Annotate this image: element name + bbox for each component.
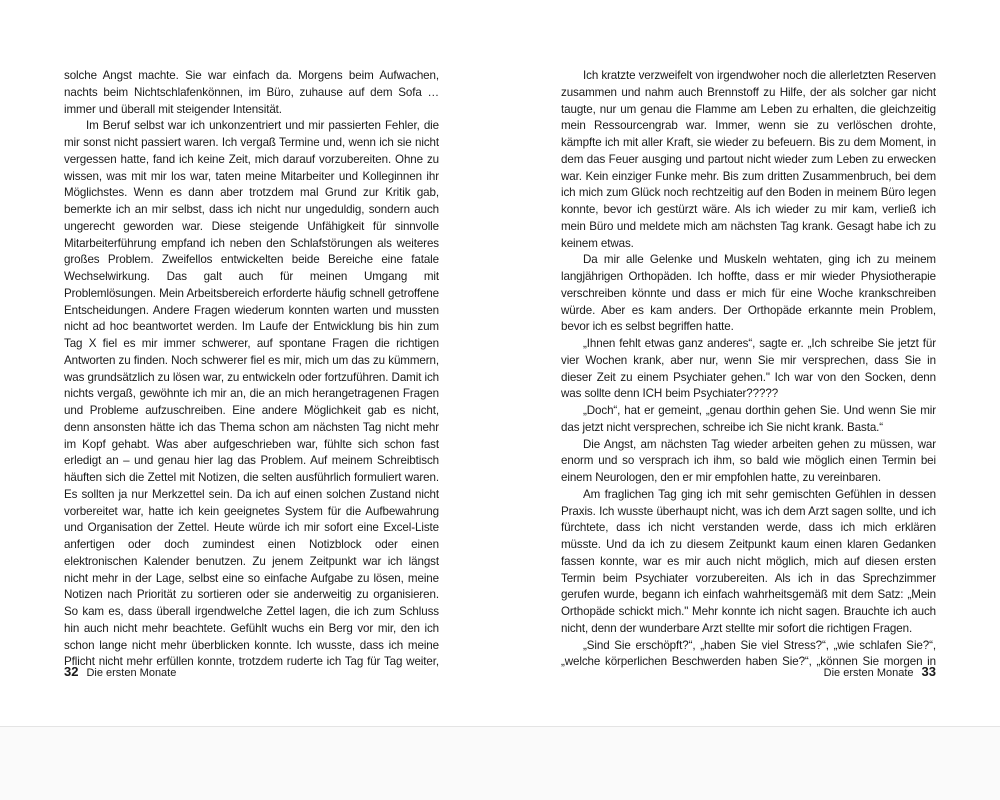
left-page-footer (64, 664, 176, 681)
paragraph: „Doch“, hat er gemeint, „genau dorthin gehen Sie. Und wenn Sie mir das jetzt nicht versprechen, schreibe ich Sie nicht krank. Basta.“ (561, 404, 936, 434)
right-page-text (561, 68, 936, 668)
paragraph: „Ihnen fehlt etwas ganz anderes“, sagte er. „Ich schreibe Sie jetzt für vier Wochen krank, aber nur, wenn Sie mir versprechen, dass Sie in dieser Zeit zu einem Psychiater gehen." Ich war von den Socken, denn was sollte denn ICH beim Psychiater????? (561, 337, 936, 401)
paragraph: Ich kratzte verzweifelt von irgendwoher noch die allerletzten Reserven zusammen und nahm auch Brennstoff zu Hilfe, der als solcher gar nicht taugte, nur um genau die Flamme am Leben zu erhalten, die gleichzeitig mein Ressourcengrab war. Immer, wenn sie zu verlöschen drohte, kämpfte ich mit aller Kraft, sie wieder zu befeuern. Bis zu dem Moment, in dem das Feuer ausging und partout nicht wieder zum Leben zu erwecken war. Kein einziger Funke mehr. Bis zum dritten Zusammenbruch, bei dem ich mich zum Glück noch rechtzeitig auf den Boden in meinem Büro legen konnte, bevor ich gestürzt wäre. Als ich wieder zu mir kam, verließ ich mein Büro und meldete mich am nächsten Tag krank. Gesagt habe ich zu keinem etwas. (561, 69, 936, 250)
paragraph: Im Beruf selbst war ich unkonzentriert und mir passierten Fehler, die mir sonst nicht passiert waren. Ich vergaß Termine und, wenn ich sie nicht vergessen hatte, fand ich keine Zeit, mich darauf vorzubereiten. Ohne zu wissen, was mit mir los war, taten meine Mitarbeiter und Kolleginnen ihr Möglichstes. Wenn es dann aber trotzdem mal Grund zur Kritik gab, bemerkte ich an mir selbst, dass ich nicht nur ungeduldig, sondern auch ungerecht geworden war. Diese steigende Unfähigkeit für sinnvolle Mitarbeiterführung empfand ich neben den Schlafstörungen als weiteres großes Problem. Zweifellos entwickelten beide Bereiche eine fatale Wechselwirkung. Das galt auch für meinen Umgang mit Problemlösungen. Mein Arbeitsbereich erforderte häufig schnell getroffene Entscheidungen. Andere Fragen wiederum konnten warten und mussten nicht ad hoc beantwortet werden. Im Laufe der Entwicklung bis hin zum Tag X fiel es mir immer schwerer, auf spontane Fragen die richtigen Antworten zu finden. Noch schwerer fiel es mir, mich um das zu kümmern, was grundsätzlich zu lösen war, zu entwickeln oder fortzuführen. Damit ich nichts vergaß, gewöhnte ich mir an, die an mich herangetragenen Fragen und Probleme aufzuschreiben. Eine andere Möglichkeit gab es nicht, denn ansonsten hätte ich das Thema schon am nächsten Tag nicht mehr im Kopf gehabt. Was aber aufgeschrieben war, fühlte sich schon fast erledigt an – und genau hier lag das Problem. Auf meinem Schreibtisch häuften sich die Zettel mit Notizen, die selten ausführlich formuliert waren. Es sollten ja nur Merkzettel sein. Da ich auf einen solchen Zustand nicht vorbereitet war, hatte ich kein geeignetes System für die Aufbewahrung und Organisation der Zettel. Heute würde ich mir sofort eine Excel-Liste anfertigen oder doch zumindest einen Notizblock oder einen elektronischen Kalender benutzen. Zu jenem Zeitpunkt war ich längst nicht mehr in der Lage, selbst eine so einfache Aufgabe zu lösen, meine Notizen nach Priorität zu sortieren oder sie anderweitig zu organisieren. So kam es, dass überall irgendwelche Zettel lagen, die ich zum Schluss hin auch nicht mehr beachtete. Gefühlt wuchs ein Berg vor mir, den ich schon lange nicht mehr überblicken konnte. Ich wusste, dass ich meine Pflicht nicht mehr erfüllen konnte, trotzdem ruderte ich Tag für Tag weiter, (64, 119, 439, 668)
paragraph: Am fraglichen Tag ging ich mit sehr gemischten Gefühlen in dessen Praxis. Ich wusste überhaupt nicht, was ich dem Arzt sagen sollte, und ich fürchtete, dass ich nicht verstanden werde, dass ich mich erklären müsste. Und da ich zu diesem Zeitpunkt kaum einen klaren Gedanken fassen konnte, war es mir auch nicht möglich, mich auf diesen ersten Termin beim Psychiater vorzubereiten. Als ich in das Sprechzimmer gerufen wurde, begann ich einfach wahrheitsgemäß mit dem Satz: „Mein Orthopäde schickt mich." Mehr konnte ich nicht sagen. Brauchte ich auch nicht, denn der wunderbare Arzt stellte mir sofort die richtigen Fragen. (561, 487, 936, 635)
left-page-text (64, 68, 439, 668)
running-footer-title: Die ersten Monate (86, 667, 177, 679)
paragraph: Da mir alle Gelenke und Muskeln wehtaten, ging ich zu meinem langjährigen Orthopäden. Ich hoffte, dass er mir wieder Physiotherapie verschreiben könnte und dass er mich für eine Woche krankschreiben würde. Aber es kam anders. Der Orthopäde erkannte mein Problem, bevor ich es selbst begriffen hatte. (561, 253, 936, 334)
page-number: 33 (921, 664, 936, 679)
paragraph: Die Angst, am nächsten Tag wieder arbeiten gehen zu müssen, war enorm und so versprach ich ihm, so bald wie möglich einen Termin bei einem Neurologen, den er mir empfohlen hatte, zu vereinbaren. (561, 437, 936, 484)
paragraph: „Sind Sie erschöpft?“, „haben Sie viel Stress?“, „wie schlafen Sie?“, „welche körperlichen Beschwerden haben Sie?“, „können Sie morgen in (561, 638, 936, 668)
page-number: 32 (64, 664, 79, 679)
paragraph: solche Angst machte. Sie war einfach da. Morgens beim Aufwachen, nachts beim Nichtschlafenkönnen, im Büro, zuhause auf dem Sofa … immer und überall mit steigender Intensität. (64, 69, 439, 116)
running-footer-title: Die ersten Monate (823, 667, 914, 679)
right-page-footer (824, 664, 936, 681)
